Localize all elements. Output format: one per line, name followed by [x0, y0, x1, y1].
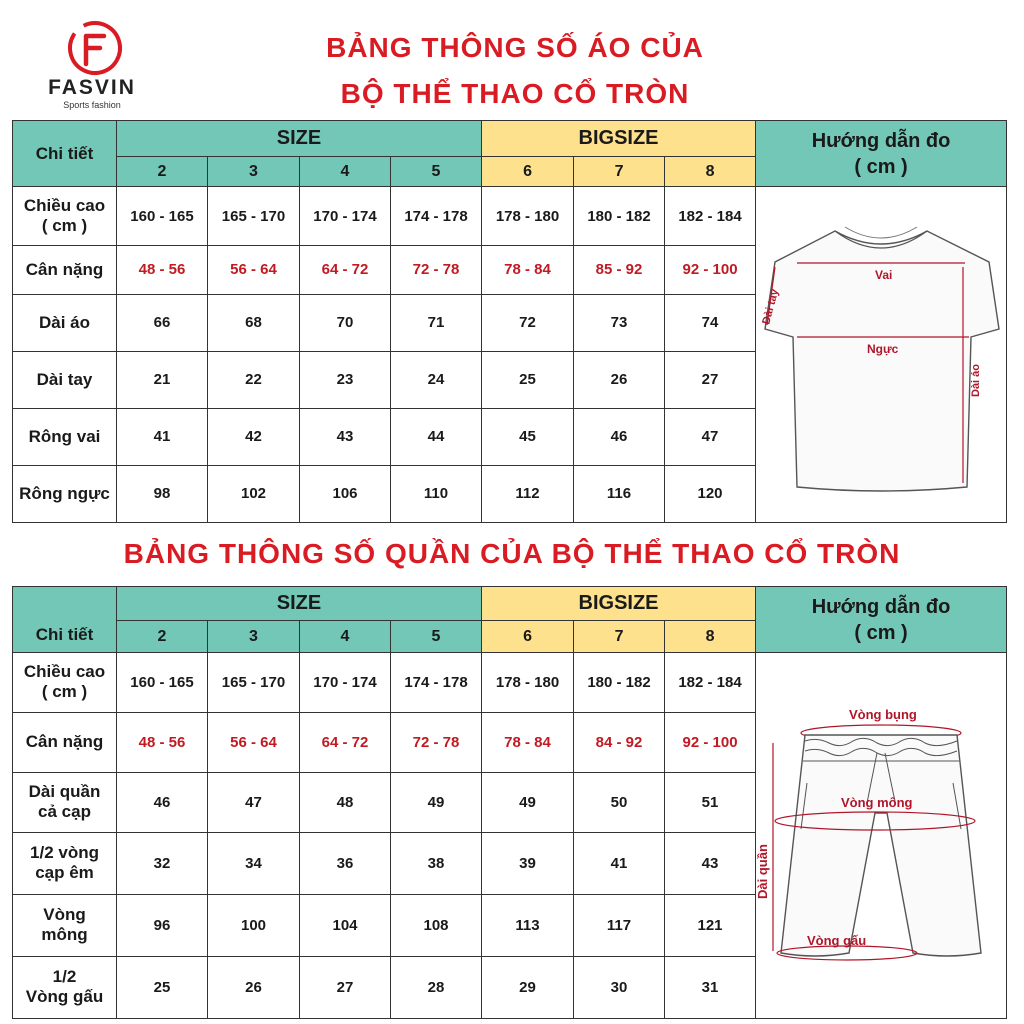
cell: 48 - 56	[117, 712, 208, 772]
size-6: 6	[482, 621, 574, 653]
guide-header	[756, 121, 1007, 187]
cell: 113	[482, 894, 574, 956]
cell: 26	[574, 351, 665, 408]
cell: 85 - 92	[574, 246, 665, 295]
cell: 48 - 56	[117, 246, 208, 295]
cell: 182 - 184	[665, 653, 756, 713]
length-label: Dài áo	[970, 363, 983, 397]
cell: 49	[391, 772, 482, 832]
row-label: 1/2 vòng cạp êm	[13, 832, 117, 894]
shorts-size-table	[12, 586, 1007, 1019]
size-5: 5	[391, 621, 482, 653]
cell: 25	[482, 351, 574, 408]
size-5: 5	[391, 157, 482, 187]
cell: 108	[391, 894, 482, 956]
cell: 74	[665, 294, 756, 351]
cell: 41	[117, 408, 208, 465]
cell: 73	[574, 294, 665, 351]
cell: 112	[482, 465, 574, 522]
table-row	[13, 187, 1007, 246]
cell: 56 - 64	[208, 712, 300, 772]
guide-unit: ( cm )	[854, 155, 908, 178]
size-3: 3	[208, 157, 300, 187]
size-group-header: SIZE	[117, 121, 482, 157]
size-2: 2	[117, 621, 208, 653]
cell: 47	[208, 772, 300, 832]
cell: 27	[665, 351, 756, 408]
cell: 70	[300, 294, 391, 351]
shorts-icon	[757, 653, 1005, 1013]
cell: 178 - 180	[482, 653, 574, 713]
cell: 170 - 174	[300, 653, 391, 713]
cell: 178 - 180	[482, 187, 574, 246]
cell: 165 - 170	[208, 187, 300, 246]
length-label: Dài quần	[755, 844, 771, 899]
cell: 34	[208, 832, 300, 894]
cell: 38	[391, 832, 482, 894]
cell: 98	[117, 465, 208, 522]
size-6: 6	[482, 157, 574, 187]
cell: 72	[482, 294, 574, 351]
waist-label: Vòng bụng	[849, 707, 917, 722]
table-row	[13, 653, 1007, 713]
cell: 43	[300, 408, 391, 465]
cell: 48	[300, 772, 391, 832]
cell: 78 - 84	[482, 246, 574, 295]
row-label: Vòng mông	[13, 894, 117, 956]
cell: 84 - 92	[574, 712, 665, 772]
row-label: Chiều cao ( cm )	[13, 653, 117, 713]
row-label: Dài tay	[13, 351, 117, 408]
row-label: Cân nặng	[13, 246, 117, 295]
cell: 72 - 78	[391, 246, 482, 295]
cell: 29	[482, 956, 574, 1018]
cell: 100	[208, 894, 300, 956]
cell: 96	[117, 894, 208, 956]
detail-header: Chi tiết	[13, 587, 117, 653]
cell: 170 - 174	[300, 187, 391, 246]
cell: 64 - 72	[300, 712, 391, 772]
cell: 36	[300, 832, 391, 894]
cell: 23	[300, 351, 391, 408]
size-4: 4	[300, 157, 391, 187]
brand-name: FASVIN	[48, 76, 136, 99]
cell: 25	[117, 956, 208, 1018]
cell: 160 - 165	[117, 653, 208, 713]
row-label: Cân nặng	[13, 712, 117, 772]
cell: 180 - 182	[574, 653, 665, 713]
cell: 71	[391, 294, 482, 351]
shorts-title: BẢNG THÔNG SỐ QUẦN CỦA BỘ THỂ THAO CỔ TRÒN	[123, 538, 901, 569]
cell: 24	[391, 351, 482, 408]
cell: 78 - 84	[482, 712, 574, 772]
cell: 165 - 170	[208, 653, 300, 713]
cell: 174 - 178	[391, 187, 482, 246]
cell: 28	[391, 956, 482, 1018]
cell: 50	[574, 772, 665, 832]
cell: 102	[208, 465, 300, 522]
row-label: Dài áo	[13, 294, 117, 351]
cell: 121	[665, 894, 756, 956]
cell: 160 - 165	[117, 187, 208, 246]
size-group-header: SIZE	[117, 587, 482, 621]
cell: 180 - 182	[574, 187, 665, 246]
cell: 27	[300, 956, 391, 1018]
shirt-title-line1: BẢNG THÔNG SỐ ÁO CỦA	[326, 32, 704, 63]
cell: 92 - 100	[665, 712, 756, 772]
size-4: 4	[300, 621, 391, 653]
cell: 66	[117, 294, 208, 351]
cell: 72 - 78	[391, 712, 482, 772]
shorts-diagram	[756, 653, 1007, 1019]
cell: 92 - 100	[665, 246, 756, 295]
cell: 51	[665, 772, 756, 832]
cell: 41	[574, 832, 665, 894]
size-8: 8	[665, 157, 756, 187]
guide-title: Hướng dẫn đo	[811, 129, 951, 152]
cell: 56 - 64	[208, 246, 300, 295]
cell: 68	[208, 294, 300, 351]
cell: 64 - 72	[300, 246, 391, 295]
cell: 104	[300, 894, 391, 956]
cell: 182 - 184	[665, 187, 756, 246]
cell: 174 - 178	[391, 653, 482, 713]
row-label: Rông vai	[13, 408, 117, 465]
row-label: Rông ngực	[13, 465, 117, 522]
sleeve-label: Dài tay	[760, 287, 782, 326]
detail-header: Chi tiết	[13, 121, 117, 187]
cell: 47	[665, 408, 756, 465]
cell: 46	[117, 772, 208, 832]
cell: 42	[208, 408, 300, 465]
guide-unit: ( cm )	[854, 621, 908, 644]
row-label: 1/2 Vòng gấu	[13, 956, 117, 1018]
cell: 120	[665, 465, 756, 522]
guide-title: Hướng dẫn đo	[811, 595, 951, 618]
cell: 45	[482, 408, 574, 465]
hip-label: Vòng mông	[841, 795, 913, 810]
guide-header	[756, 587, 1007, 653]
size-7: 7	[574, 621, 665, 653]
chest-label: Ngực	[867, 342, 899, 356]
bigsize-group-header: BIGSIZE	[482, 121, 756, 157]
cell: 22	[208, 351, 300, 408]
cell: 43	[665, 832, 756, 894]
cell: 31	[665, 956, 756, 1018]
cell: 32	[117, 832, 208, 894]
shirt-title-line2: BỘ THỂ THAO CỔ TRÒN	[340, 78, 690, 109]
brand-tagline: Sports fashion	[63, 100, 121, 110]
shirt-diagram	[756, 187, 1007, 523]
size-2: 2	[117, 157, 208, 187]
cell: 110	[391, 465, 482, 522]
shoulder-label: Vai	[875, 268, 893, 282]
size-7: 7	[574, 157, 665, 187]
size-3: 3	[208, 621, 300, 653]
shirt-size-table	[12, 120, 1007, 523]
cell: 116	[574, 465, 665, 522]
row-label: Chiều cao ( cm )	[13, 187, 117, 246]
cell: 39	[482, 832, 574, 894]
hem-label: Vòng gấu	[807, 933, 867, 948]
cell: 21	[117, 351, 208, 408]
cell: 26	[208, 956, 300, 1018]
cell: 46	[574, 408, 665, 465]
cell: 49	[482, 772, 574, 832]
cell: 106	[300, 465, 391, 522]
bigsize-group-header: BIGSIZE	[482, 587, 756, 621]
cell: 30	[574, 956, 665, 1018]
size-8: 8	[665, 621, 756, 653]
cell: 44	[391, 408, 482, 465]
tshirt-icon	[757, 187, 1005, 517]
row-label: Dài quần cả cạp	[13, 772, 117, 832]
cell: 117	[574, 894, 665, 956]
